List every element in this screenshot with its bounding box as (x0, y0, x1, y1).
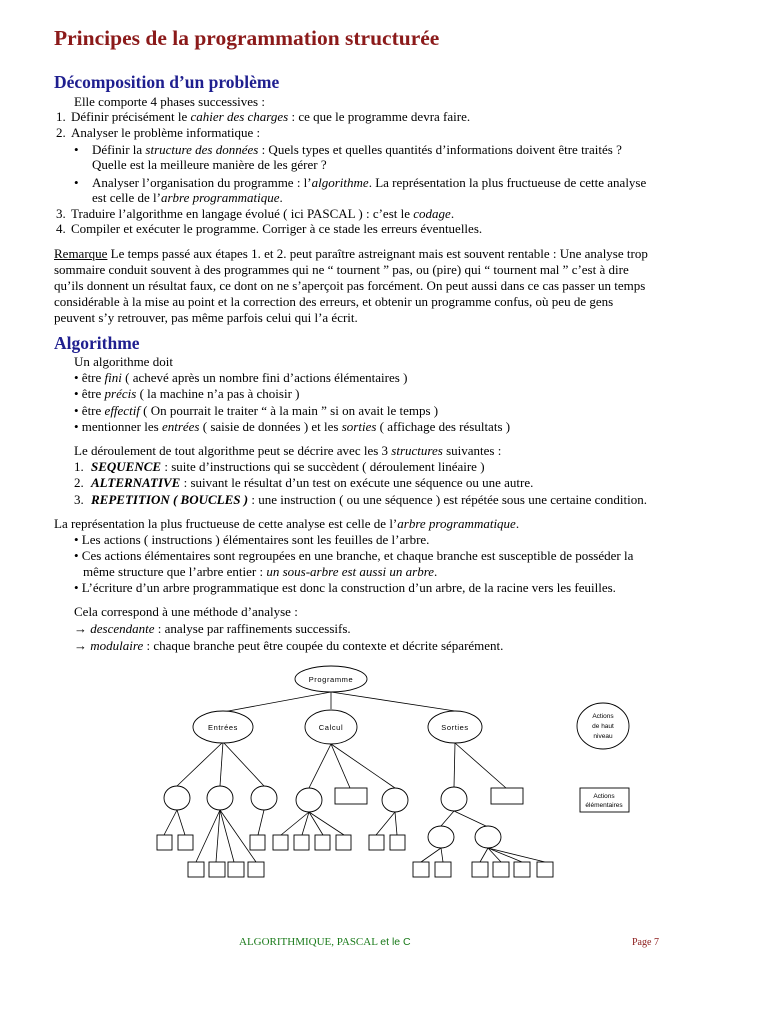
method-descendante: → descendante : analyse par raffinements successifs. (74, 621, 351, 636)
page-number: Page 7 (632, 937, 659, 948)
footer-title: ALGORITHMIQUE, PASCAL et le C (239, 936, 411, 948)
property-fini: • être fini ( achevé après un nombre fini d’actions élémentaires ) (74, 370, 408, 385)
structure-alternative: 2. ALTERNATIVE : suivant le résultat d’un test on exécute une séquence ou une autre. (74, 475, 534, 490)
remark-line-4: considérable à la mise au point et la correction des erreurs, et obtenir un programme confus, où peu de gens (54, 294, 614, 309)
step-number: 1. (56, 109, 66, 124)
legend-elementary-line1: Actions (593, 793, 615, 800)
program-tree-diagram (0, 655, 768, 915)
bullet-algorithm: • Analyser l’organisation du programme : l’algorithme. La représentation la plus fructueuse de cette analyse (74, 175, 647, 190)
legend-high-level-line3: niveau (593, 733, 613, 740)
legend-high-level-line1: Actions (592, 713, 614, 720)
method-intro: Cela correspond à une méthode d’analyse : (74, 604, 298, 619)
step-2: 2. Analyser le problème informatique : (56, 125, 261, 140)
property-entrees-sorties: • mentionner les entrées ( saisie de données ) et les sorties ( affichage des résultats ) (74, 419, 511, 434)
remark-line-2: sommaire conduit souvent à des programmes qui ne “ tournent ” pas, ou (pire) qui “ tournent mal ” c’est à dire (54, 262, 629, 277)
section1-intro: Elle comporte 4 phases successives : (74, 94, 265, 109)
step-1: 1. Définir précisément le cahier des charges : ce que le programme devra faire. (56, 109, 471, 124)
structure-sequence: 1. SEQUENCE : suite d’instructions qui se succèdent ( déroulement linéaire ) (74, 459, 485, 474)
property-effectif: • être effectif ( On pourrait le traiter “ à la main ” si on avait le temps ) (74, 403, 439, 418)
node-calcul: Calcul (318, 723, 344, 732)
property-precis: • être précis ( la machine n’a pas à choisir ) (74, 386, 300, 401)
bullet-data-structure: • Définir la structure des données : Quels types et quelles quantités d’informations doivent être traités ? (74, 142, 622, 157)
tree-point-1: • Les actions ( instructions ) élémentaires sont les feuilles de l’arbre. (74, 532, 430, 547)
section2-intro: Un algorithme doit (74, 354, 173, 369)
remark-label: Remarque (54, 246, 108, 261)
tree-point-2-line2: même structure que l’arbre entier : un sous-arbre est aussi un arbre. (83, 564, 438, 579)
remark-line-1: Remarque Le temps passé aux étapes 1. et 2. peut paraître astreignant mais est souvent rentable : Une analyse trop (54, 246, 648, 261)
section-heading-algorithme: Algorithme (54, 333, 140, 353)
remark-line-5: peuvent s’y retrouver, pas même parfois celui qui l’a écrit. (54, 310, 358, 325)
page-title: Principes de la programmation structurée (54, 26, 440, 50)
legend-elementary-line2: élémentaires (585, 802, 623, 809)
structures-intro: Le déroulement de tout algorithme peut se décrire avec les 3 structures suivantes : (74, 443, 502, 458)
structure-repetition: 3. REPETITION ( BOUCLES ) : une instruction ( ou une séquence ) est répétée sous une certaine condition. (74, 492, 648, 507)
bullet-data-structure-line2: Quelle est la meilleure manière de les gérer ? (92, 157, 327, 172)
node-sorties: Sorties (441, 723, 469, 732)
legend-high-level-line2: de haut (592, 723, 614, 730)
node-entrees: Entrées (207, 723, 239, 732)
method-modulaire: → modulaire : chaque branche peut être coupée du contexte et décrite séparément. (74, 638, 504, 653)
bullet-algorithm-line2: est celle de l’arbre programmatique. (92, 190, 283, 205)
section-heading-decomposition: Décomposition d’un problème (54, 72, 280, 92)
tree-point-3: • L’écriture d’un arbre programmatique est donc la construction d’un arbre, de la racine vers les feuilles. (74, 580, 616, 595)
tree-point-2: • Ces actions élémentaires sont regroupées en une branche, et chaque branche est susceptible de posséder la (74, 548, 634, 563)
remark-line-3: qu’ils donnent un résultat faux, ce dont on ne s’aperçoit pas forcément. On peut aussi dans ce cas passer un temps (54, 278, 646, 293)
tree-intro: La représentation la plus fructueuse de cette analyse est celle de l’arbre programmatique. (54, 516, 520, 531)
step-3: 3. Traduire l’algorithme en langage évolué ( ici PASCAL ) : c’est le codage. (56, 206, 455, 221)
step-4: 4. Compiler et exécuter le programme. Corriger à ce stade les erreurs éventuelles. (56, 221, 483, 236)
node-programme: Programme (308, 675, 354, 684)
